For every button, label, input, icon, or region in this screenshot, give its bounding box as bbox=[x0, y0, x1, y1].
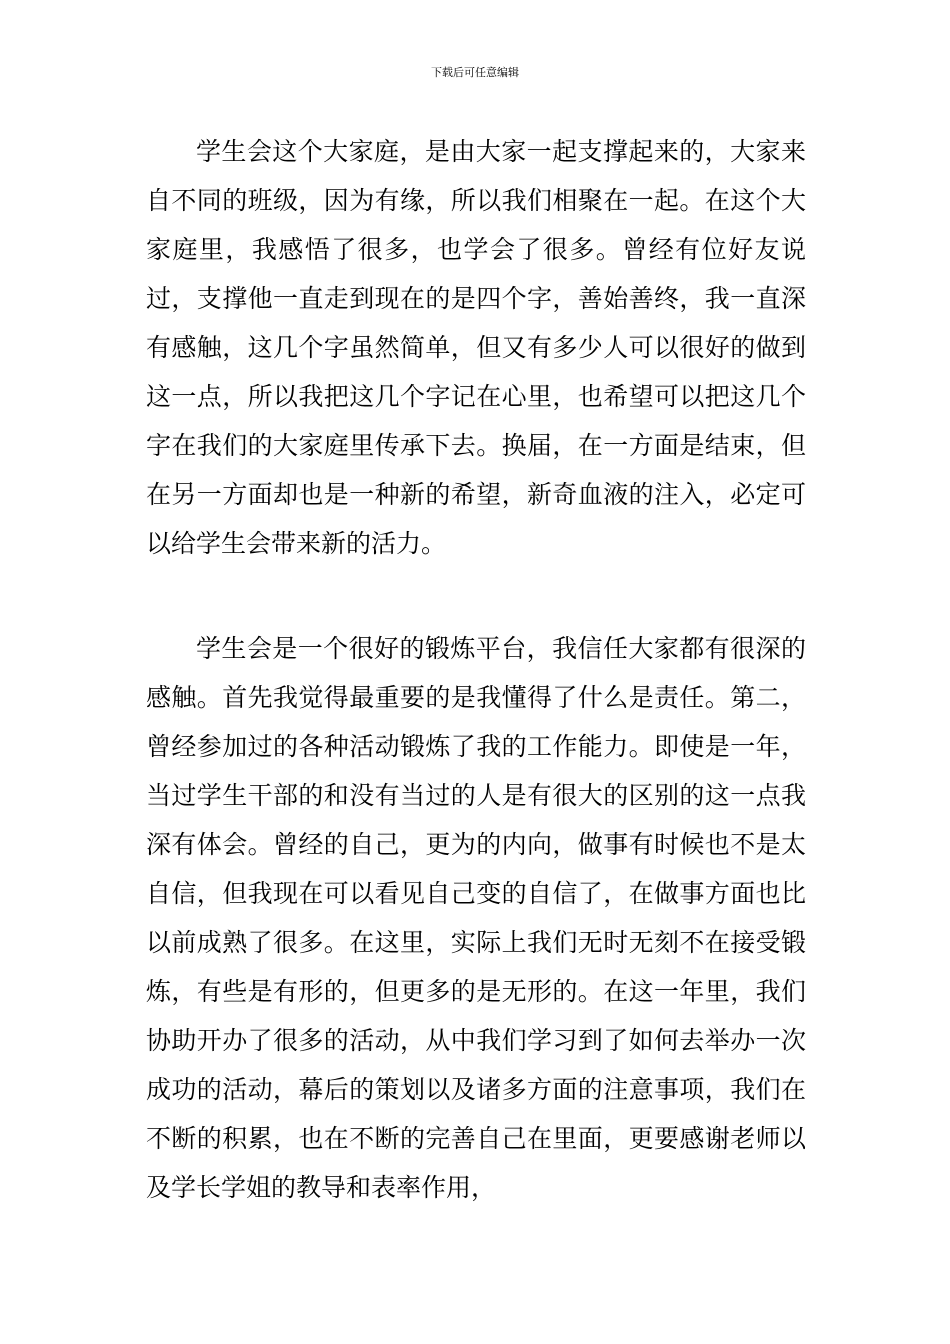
paragraph-1-block bbox=[146, 127, 806, 568]
paragraph-2: 学生会是一个很好的锻炼平台，我信任大家都有很深的感触。首先我觉得最重要的是我懂得了什么是责任。第二，曾经参加过的各种活动锻炼了我的工作能力。即使是一年，当过学生干部的和没有当过的人是有很大的区别的这一点我深有体会。曾经的自己，更为的内向，做事有时候也不是太自信，但我现在可以看见自己变的自信了，在做事方面也比以前成熟了很多。在这里，实际上我们无时无刻不在接受锻炼，有些是有形的，但更多的是无形的。在这一年里，我们协助开办了很多的活动，从中我们学习到了如何去举办一次成功的活动，幕后的策划以及诸多方面的注意事项，我们在不断的积累，也在不断的完善自己在里面，更要感谢老师以及学长学姐的教导和表率作用， bbox=[146, 634, 806, 1202]
page-header: 下载后可任意编辑 bbox=[431, 66, 519, 79]
paragraph-1: 学生会这个大家庭，是由大家一起支撑起来的，大家来自不同的班级，因为有缘，所以我们相聚在一起。在这个大家庭里，我感悟了很多，也学会了很多。曾经有位好友说过，支撑他一直走到现在的是四个字，善始善终，我一直深有感触，这几个字虽然简单，但又有多少人可以很好的做到这一点，所以我把这几个字记在心里，也希望可以把这几个字在我们的大家庭里传承下去。换届，在一方面是结束，但在另一方面却也是一种新的希望，新奇血液的注入，必定可以给学生会带来新的活力。 bbox=[146, 137, 806, 558]
paragraph-2-block bbox=[146, 624, 806, 1212]
